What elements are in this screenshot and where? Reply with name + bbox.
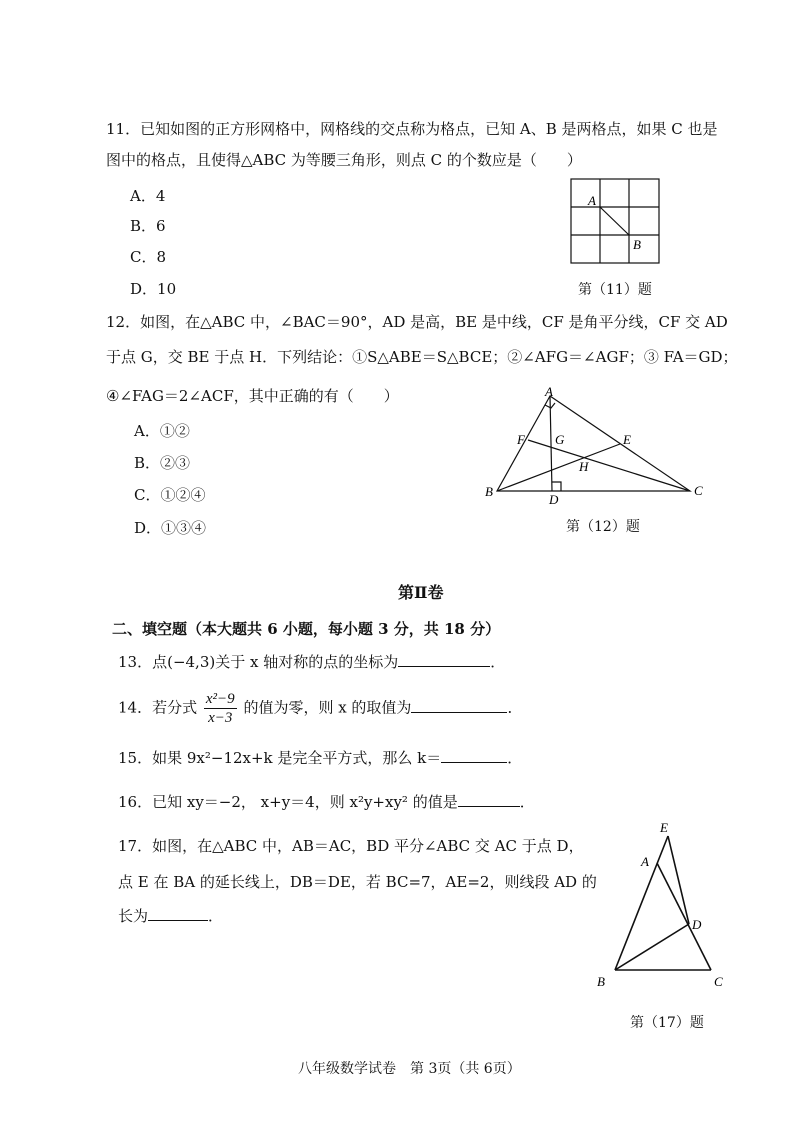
q12-lines [497,396,690,491]
q17-answer-blank[interactable] [148,906,208,921]
q16-text: 16．已知 xy＝−2， x+y＝4，则 x²y+xy² 的值是 [118,793,458,811]
q17-label-c: C [714,974,723,989]
page-footer: 八年级数学试卷 第 3页（共 6页） [298,1061,521,1077]
q14-text-mid: 的值为零，则 x 的取值为 [243,698,412,717]
q11-option-d: D．10 [130,280,177,298]
q11-option-b: B．6 [130,217,166,235]
q13-answer-blank[interactable] [398,652,490,667]
q12-text-line2: 于点 G，交 BE 于点 H．下列结论：①S△ABE＝S△BCE；②∠AFG＝∠AGF；③ FA＝GD； [106,348,738,366]
q11-caption: 第（11）题 [578,282,652,298]
q11-grid-figure [566,174,666,274]
q12-label-e: E [623,432,631,447]
q17-text-line3-wrap [118,906,223,926]
q13-period: ． [490,653,506,671]
q12-label-g: G [555,432,565,447]
q16-answer-blank[interactable] [458,792,520,807]
q12-option-c: C．①②④ [134,486,206,504]
q14-fraction [204,690,237,727]
q12-triangle-figure [480,384,710,506]
q11-label-a: A [588,193,596,208]
q12-label-h: H [579,459,589,474]
q12-label-c: C [694,483,703,498]
q15-text: 15．如果 9x²−12x+k 是完全平方式，那么 k＝ [118,749,442,767]
q17-text-line1: 17．如图，在△ABC 中，AB＝AC，BD 平分∠ABC 交 AC 于点 D， [118,837,584,855]
q17-lines [615,836,711,970]
q17-text-line2: 点 E 在 BA 的延长线上，DB＝DE，若 BC=7，AE=2，则线段 AD 的 [118,873,597,891]
q14-text-pre: 14．若分式 [118,698,198,717]
q12-text-line1: 12．如图，在△ABC 中，∠BAC＝90°，AD 是高，BE 是中线，CF 是角平分线，CF 交 AD [106,313,728,331]
q16-period: ． [519,793,535,811]
q14-denominator: x−3 [208,710,233,726]
q15-answer-blank[interactable] [441,748,507,763]
q13-text: 13．点(−4,3)关于 x 轴对称的点的坐标为 [118,653,399,671]
q12-option-d: D．①③④ [134,519,207,537]
section-ii-title: 第Ⅱ卷 [398,583,444,602]
q15 [118,748,522,768]
q11-segment-ab [600,207,629,235]
q11-text-line2: 图中的格点，且使得△ABC 为等腰三角形，则点 C 的个数应是（ ） [106,151,582,169]
q11-option-c: C．8 [130,248,167,266]
q12-label-d: D [549,492,559,506]
q17-label-d: D [692,917,702,932]
q14-answer-blank[interactable] [411,698,507,713]
q11-label-b: B [633,237,641,252]
q14-numerator: x²−9 [205,691,235,707]
section-ii-subtitle: 二、填空题（本大题共 6 小题，每小题 3 分，共 18 分） [112,620,501,638]
q11-text-line1: 11．已知如图的正方形网格中，网格线的交点称为格点，已知 A、B 是两格点，如果 C 也是 [106,120,718,138]
q15-period: ． [507,749,523,767]
q12-label-f: F [517,432,525,447]
q12-label-b: B [485,484,493,499]
q14-period: ． [507,698,523,717]
q17-text-line3: 长为 [118,907,149,925]
q13 [118,652,505,672]
q12-label-a: A [545,384,553,399]
q17-triangle-figure [590,816,735,994]
q12-option-b: B．②③ [134,454,191,472]
q17-period: ． [208,907,224,925]
q12-option-a: A．①② [134,422,190,440]
q11-option-a: A．4 [130,187,166,205]
q16 [118,792,535,812]
q17-label-e: E [660,820,668,835]
q17-caption: 第（17）题 [630,1015,704,1031]
q12-text-line3: ④∠FAG＝2∠ACF，其中正确的有（ ） [106,387,399,405]
q12-caption: 第（12）题 [566,519,640,535]
q17-label-a: A [641,854,649,869]
q17-label-b: B [597,974,605,989]
q14 [118,690,522,727]
